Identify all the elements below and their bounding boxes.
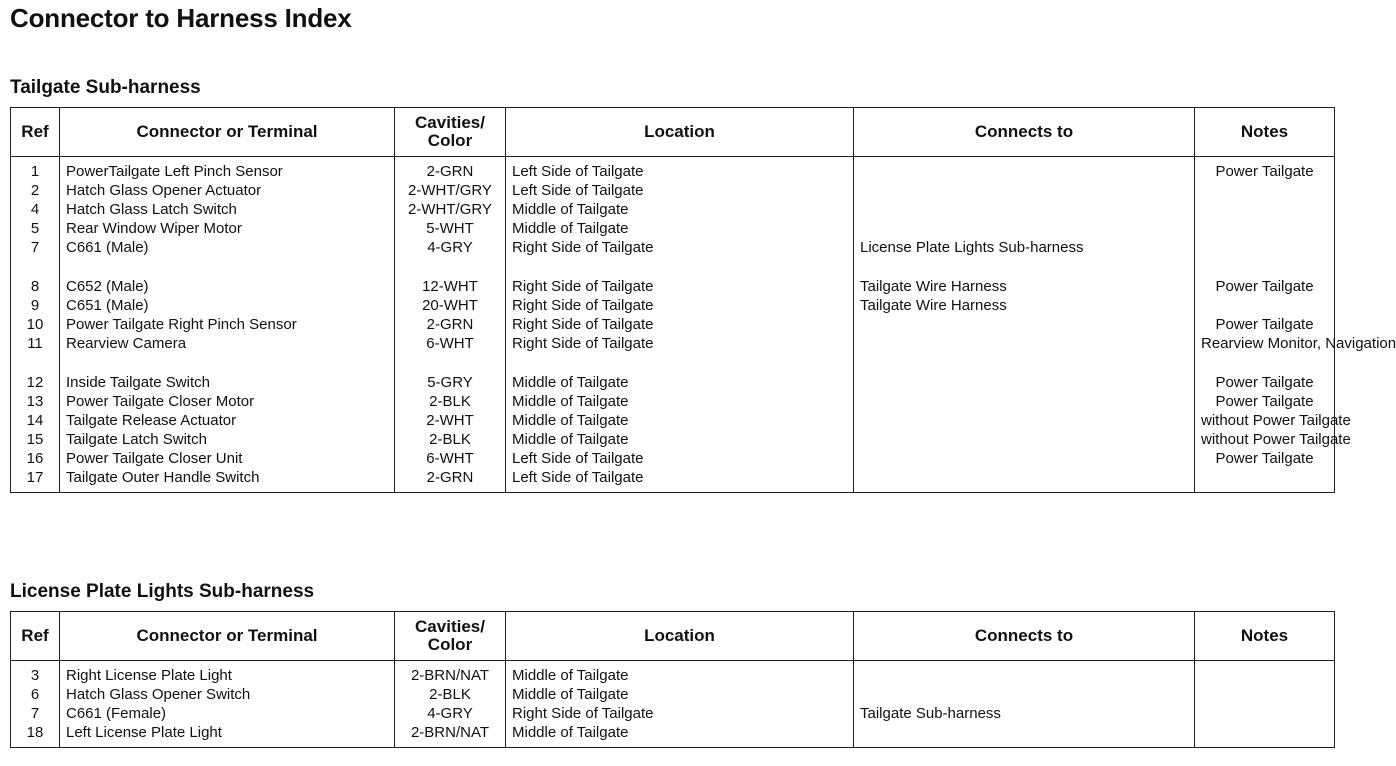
table-row [11, 392, 1335, 411]
table-row [11, 315, 1335, 334]
cell-connects-to [854, 181, 1195, 200]
cell-connector: Rear Window Wiper Motor [60, 219, 395, 238]
cell-location: Middle of Tailgate [506, 200, 854, 219]
cell-connector: Right License Plate Light [60, 661, 395, 686]
header-cavities-line2: Color [427, 635, 473, 654]
table-row [11, 200, 1335, 219]
cell-connects-to [854, 430, 1195, 449]
cell-ref: 14 [11, 411, 60, 430]
cell-cavities: 5-GRY [395, 353, 506, 392]
header-ref: Ref [11, 108, 60, 157]
cell-cavities: 2-WHT/GRY [395, 181, 506, 200]
cell-location: Middle of Tailgate [506, 723, 854, 748]
cell-connector: Power Tailgate Right Pinch Sensor [60, 315, 395, 334]
cell-connector: Tailgate Release Actuator [60, 411, 395, 430]
cell-connects-to: Tailgate Wire Harness [854, 296, 1195, 315]
cell-connector: C661 (Male) [60, 238, 395, 257]
cell-connects-to [854, 157, 1195, 182]
table-row [11, 411, 1335, 430]
cell-location: Right Side of Tailgate [506, 296, 854, 315]
cell-cavities: 2-WHT/GRY [395, 200, 506, 219]
cell-connector: C661 (Female) [60, 704, 395, 723]
cell-location: Middle of Tailgate [506, 411, 854, 430]
section-title-tailgate-sub-harness: Tailgate Sub-harness [10, 77, 201, 98]
cell-location: Right Side of Tailgate [506, 334, 854, 353]
cell-connector: Hatch Glass Opener Actuator [60, 181, 395, 200]
table-row [11, 219, 1335, 238]
license-plate-lights-sub-harness-table [10, 611, 1335, 748]
cell-ref: 4 [11, 200, 60, 219]
header-notes: Notes [1195, 612, 1335, 661]
cell-ref: 18 [11, 723, 60, 748]
table-row [11, 685, 1335, 704]
section-title-license-plate-lights-sub-harness: License Plate Lights Sub-harness [10, 581, 315, 602]
table-row [11, 661, 1335, 686]
cell-ref: 2 [11, 181, 60, 200]
table-row [11, 334, 1335, 353]
table-row [11, 704, 1335, 723]
cell-connects-to [854, 723, 1195, 748]
table-header-row [11, 108, 1335, 157]
cell-connector: C652 (Male) [60, 257, 395, 296]
cell-connector: PowerTailgate Left Pinch Sensor [60, 157, 395, 182]
header-notes: Notes [1195, 108, 1335, 157]
cell-ref: 5 [11, 219, 60, 238]
cell-notes: Power Tailgate [1195, 449, 1335, 468]
header-connector: Connector or Terminal [60, 612, 395, 661]
cell-connects-to [854, 315, 1195, 334]
cell-connects-to: License Plate Lights Sub-harness [854, 238, 1195, 257]
cell-connector: Left License Plate Light [60, 723, 395, 748]
cell-connects-to [854, 219, 1195, 238]
cell-connects-to [854, 200, 1195, 219]
cell-notes [1195, 200, 1335, 219]
table-row [11, 430, 1335, 449]
cell-notes [1195, 685, 1335, 704]
header-cavities-line1: Cavities/ [415, 617, 485, 636]
cell-location: Right Side of Tailgate [506, 315, 854, 334]
table-row [11, 181, 1335, 200]
cell-ref: 7 [11, 704, 60, 723]
cell-connector: Hatch Glass Latch Switch [60, 200, 395, 219]
header-connects-to: Connects to [854, 108, 1195, 157]
license-plate-lights-sub-harness-rows [11, 661, 1335, 748]
cell-ref: 9 [11, 296, 60, 315]
cell-connects-to [854, 685, 1195, 704]
cell-ref: 17 [11, 468, 60, 493]
cell-ref: 12 [11, 353, 60, 392]
cell-cavities: 5-WHT [395, 219, 506, 238]
cell-cavities: 12-WHT [395, 257, 506, 296]
header-ref: Ref [11, 612, 60, 661]
table-row [11, 157, 1335, 182]
cell-connects-to [854, 468, 1195, 493]
cell-location: Right Side of Tailgate [506, 238, 854, 257]
page-title: Connector to Harness Index [10, 3, 352, 33]
cell-ref: 6 [11, 685, 60, 704]
header-cavities-line2: Color [427, 131, 473, 150]
header-location: Location [506, 612, 854, 661]
cell-notes: Power Tailgate [1195, 353, 1335, 392]
cell-ref: 8 [11, 257, 60, 296]
cell-notes [1195, 238, 1335, 257]
cell-cavities: 2-BRN/NAT [395, 723, 506, 748]
cell-notes [1195, 181, 1335, 200]
cell-connects-to [854, 661, 1195, 686]
cell-notes: Rearview Monitor, Navigation [1195, 334, 1335, 353]
cell-notes: without Power Tailgate [1195, 430, 1335, 449]
table-row [11, 296, 1335, 315]
cell-connector: Tailgate Latch Switch [60, 430, 395, 449]
cell-location: Middle of Tailgate [506, 685, 854, 704]
tailgate-sub-harness-rows [11, 157, 1396, 493]
cell-location: Left Side of Tailgate [506, 468, 854, 493]
cell-cavities: 2-BLK [395, 685, 506, 704]
table-row [11, 238, 1335, 257]
cell-cavities: 6-WHT [395, 449, 506, 468]
cell-connects-to [854, 392, 1195, 411]
cell-connector: Power Tailgate Closer Unit [60, 449, 395, 468]
cell-connector: Hatch Glass Opener Switch [60, 685, 395, 704]
table-row [11, 257, 1335, 296]
cell-notes [1195, 661, 1335, 686]
cell-cavities: 6-WHT [395, 334, 506, 353]
cell-location: Right Side of Tailgate [506, 704, 854, 723]
cell-connector: C651 (Male) [60, 296, 395, 315]
cell-connects-to: Tailgate Sub-harness [854, 704, 1195, 723]
cell-notes [1195, 219, 1335, 238]
table-header-row [11, 612, 1335, 661]
header-location: Location [506, 108, 854, 157]
cell-ref: 15 [11, 430, 60, 449]
cell-cavities: 2-BLK [395, 392, 506, 411]
cell-location: Middle of Tailgate [506, 353, 854, 392]
cell-notes [1195, 296, 1335, 315]
cell-connects-to [854, 411, 1195, 430]
table-row [11, 723, 1335, 748]
cell-ref: 13 [11, 392, 60, 411]
cell-notes [1195, 704, 1335, 723]
cell-location: Middle of Tailgate [506, 219, 854, 238]
table-row [11, 449, 1335, 468]
cell-ref: 3 [11, 661, 60, 686]
cell-ref: 1 [11, 157, 60, 182]
cell-notes: Power Tailgate [1195, 392, 1335, 411]
header-cavities [395, 108, 506, 157]
cell-notes: Power Tailgate [1195, 315, 1335, 334]
cell-location: Middle of Tailgate [506, 392, 854, 411]
header-cavities [395, 612, 506, 661]
cell-cavities: 2-WHT [395, 411, 506, 430]
cell-location: Left Side of Tailgate [506, 181, 854, 200]
cell-notes [1195, 723, 1335, 748]
cell-cavities: 4-GRY [395, 238, 506, 257]
header-cavities-line1: Cavities/ [415, 113, 485, 132]
cell-notes: Power Tailgate [1195, 257, 1335, 296]
cell-notes [1195, 468, 1335, 493]
cell-ref: 10 [11, 315, 60, 334]
cell-cavities: 2-GRN [395, 468, 506, 493]
cell-ref: 7 [11, 238, 60, 257]
cell-connector: Power Tailgate Closer Motor [60, 392, 395, 411]
cell-location: Left Side of Tailgate [506, 449, 854, 468]
cell-location: Right Side of Tailgate [506, 257, 854, 296]
cell-connects-to [854, 353, 1195, 392]
cell-connector: Tailgate Outer Handle Switch [60, 468, 395, 493]
cell-connector: Rearview Camera [60, 334, 395, 353]
cell-cavities: 2-BLK [395, 430, 506, 449]
cell-cavities: 2-GRN [395, 157, 506, 182]
cell-location: Middle of Tailgate [506, 430, 854, 449]
cell-notes: Power Tailgate [1195, 157, 1335, 182]
table-row [11, 468, 1335, 493]
cell-cavities: 20-WHT [395, 296, 506, 315]
tailgate-sub-harness-table [10, 107, 1396, 493]
cell-connects-to [854, 449, 1195, 468]
cell-connects-to: Tailgate Wire Harness [854, 257, 1195, 296]
cell-connects-to [854, 334, 1195, 353]
table-row [11, 353, 1335, 392]
header-connector: Connector or Terminal [60, 108, 395, 157]
header-connects-to: Connects to [854, 612, 1195, 661]
cell-connector: Inside Tailgate Switch [60, 353, 395, 392]
cell-ref: 16 [11, 449, 60, 468]
cell-cavities: 2-BRN/NAT [395, 661, 506, 686]
cell-cavities: 4-GRY [395, 704, 506, 723]
cell-location: Middle of Tailgate [506, 661, 854, 686]
cell-ref: 11 [11, 334, 60, 353]
cell-notes: without Power Tailgate [1195, 411, 1335, 430]
cell-cavities: 2-GRN [395, 315, 506, 334]
cell-location: Left Side of Tailgate [506, 157, 854, 182]
